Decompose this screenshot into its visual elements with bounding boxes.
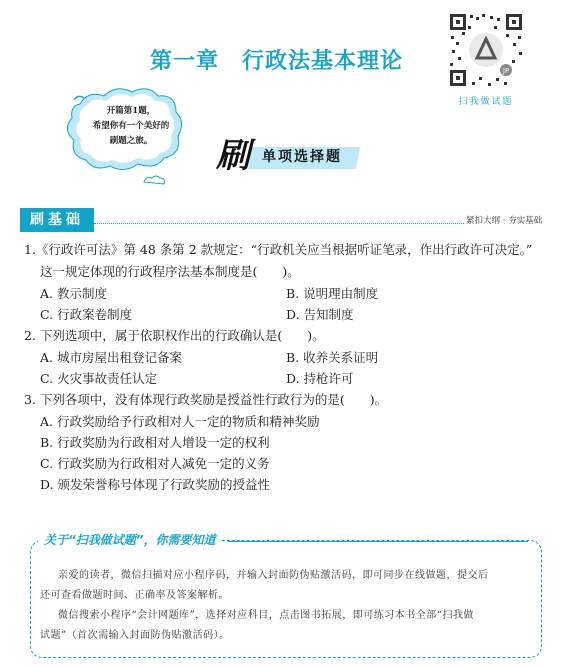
section-tag: 紧扣大纲 · 夯实基础 [466,216,543,226]
cloud-message [86,104,176,149]
qr-caption: 扫我做试题 [458,97,514,107]
question-1-option-a[interactable]: A. 教示制度 [40,286,107,301]
question-1-option-d[interactable]: D. 告知制度 [286,307,354,322]
qr-code-icon[interactable] [448,12,524,88]
question-2-option-c[interactable]: C. 火灾事故责任认定 [40,371,158,386]
note-paragraph-1: 亲爱的读者，微信扫描对应小程序码，并输入封面防伪贴激活码，即可同步在线做题，提交后 [58,570,489,581]
question-2-option-d[interactable]: D. 持枪许可 [286,371,354,386]
question-2-stem: 2. 下列选项中，属于依职权作出的行政确认是( )。 [24,328,325,343]
question-3-option-d[interactable]: D. 颁发荣誉称号体现了行政奖励的授益性 [40,477,271,492]
question-1-stem-cont: 这一规定体现的行政程序法基本制度是( )。 [40,264,300,279]
svg-text:JP: JP [502,67,510,75]
question-type-label: 单项选择题 [262,149,342,165]
note-paragraph-1-cont: 还可查看做题时间、正确率及答案解析。 [40,590,229,601]
section-tab: 刷基础 [20,208,94,232]
note-title-rule [228,541,528,542]
cloud-line-2: 希望你有一个美好的 [92,121,170,131]
note-paragraph-2-cont: 试题”（首次需输入封面防伪贴激活码）。 [40,630,230,641]
cloud-line-3: 刷题之旅。 [109,136,153,146]
question-3-stem: 3. 下列各项中，没有体现行政奖励是授益性行政行为的是( )。 [24,392,388,407]
chapter-title: 第一章 行政法基本理论 [150,49,404,74]
question-3-option-b[interactable]: B. 行政奖励为行政相对人增设一定的权利 [40,435,270,450]
question-1-stem: 1.《行政许可法》第 48 条第 2 款规定：“行政机关应当根据听证笔录，作出行政许可决定。” [24,242,533,257]
question-2-option-a[interactable]: A. 城市房屋出租登记备案 [40,350,182,365]
section-divider [94,223,464,224]
question-3-option-a[interactable]: A. 行政奖励给予行政相对人一定的物质和精神奖励 [40,414,320,429]
question-1-option-c[interactable]: C. 行政案卷制度 [40,307,133,322]
cloud-line-1: 开篇第1题， [106,106,156,116]
question-1-option-b[interactable]: B. 说明理由制度 [286,286,379,301]
note-title: 关于“扫我做试题”，你需要知道 [38,531,221,548]
shua-glyph: 刷 [216,136,250,176]
question-3-option-c[interactable]: C. 行政奖励为行政相对人减免一定的义务 [40,456,270,471]
question-2-option-b[interactable]: B. 收养关系证明 [286,350,379,365]
note-paragraph-2: 微信搜索小程序“会计网题库”，选择对应科目，点击图书拓展，即可练习本书全部“扫我做 [58,610,474,621]
